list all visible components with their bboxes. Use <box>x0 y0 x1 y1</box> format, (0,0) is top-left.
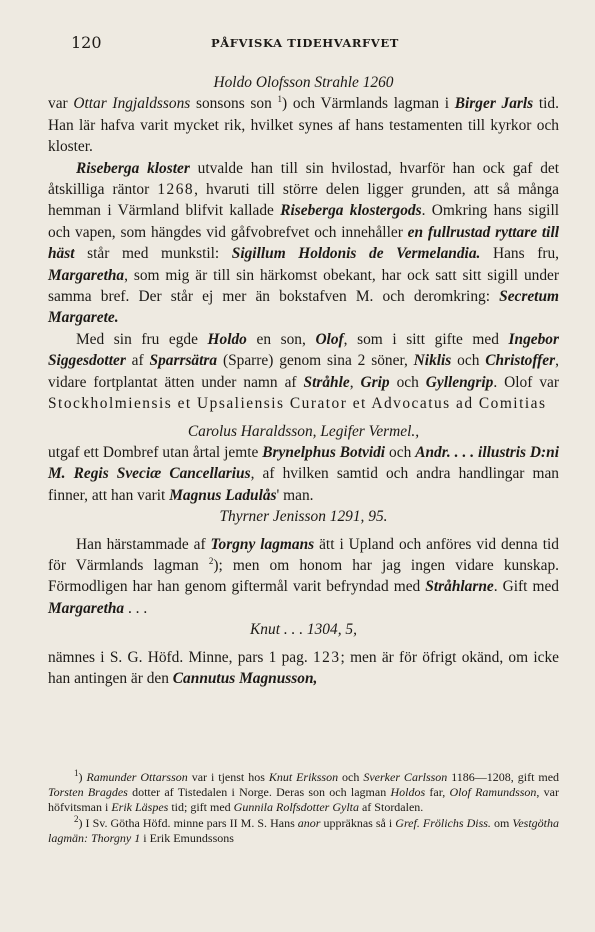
heading-carolus: Carolus Haraldsson, Legifer Vermel., <box>187 422 420 440</box>
heading-holdo: Holdo Olofsson Strahle 1260 <box>213 74 394 91</box>
paragraph-1: var Ottar Ingjaldssons sonsons son $^1$) och Värmlands lagman i Birger Jarls tid. Han lär hafva varit mycket rik, hvilket synes af hans testamenten till kyrkor och kloster. <box>48 94 559 156</box>
paragraph-3: Med sin fru egde Holdo en son, Olof, som i sitt gifte med Ingebor Siggesdotter af Sparrsätra (Sparre) genom sina 2 söner, Niklis och Christoffer, vidare fortplantat ätten under namn af Stråhle, Grip och Gyllengrip. Olof var Stockholmiensis et Upsaliensis Curator et Advocatus ad Comitias <box>48 330 560 413</box>
page-header <box>71 33 559 53</box>
heading-knut: Knut . . . 1304, 5, <box>250 621 357 639</box>
paragraph-5: Han härstammade af Torgny lagmans ätt i Upland och anföres vid denna tid för Värmlands lagman $^2$); men om honom har jag ingen vidare kunskap. Förmodligen har han genom giftermål varit befryndad med Stråhlarne. Gift med Margaretha . . . <box>48 535 559 617</box>
main-text <box>48 72 559 689</box>
paragraph-4: utgaf ett Dombref utan årtal jemte Brynelphus Botvidi och Andr. . . . illustris D:ni M. Regis Sveciæ Cancellarius, af hvilken samtid och andra handlingar man finner, att han varit Magnus Ladulås' man. <box>48 443 559 504</box>
running-head: PÅFVISKA TIDEHVARFVET <box>211 36 399 50</box>
paragraph-6: nämnes i S. G. Höfd. Minne, pars 1 pag. 123; men är för öfrigt okänd, om icke han antingen är den Cannutus Magnusson, <box>48 648 559 687</box>
heading-thyrner: Thyrner Jenisson 1291, 95. <box>219 508 388 526</box>
page-number: 120 <box>71 33 102 52</box>
footnote-2: $^2$) I Sv. Götha Höfd. minne pars II M. S. Hans anor uppräknas så i Gref. Frölichs Diss. om Vestgötha lagmän: Thorgny 1 i Erik Emundssons <box>48 813 560 845</box>
paragraph-2: Riseberga kloster utvalde han till sin hvilostad, hvarför han ock gaf det åtskilliga räntor 1268, hvaruti till större delen ligger grunden, att så många hemman i Värmland blifvit kallade Riseberga klostergods. Omkring hans sigill och vapen, som hängdes vid gåfvobrefvet och innehåller en fullrustad ryttare till häst står med munkstil: Sigillum Holdonis de Vermelandia. Hans fru, Margaretha, som mig är till sin härkomst obekant, har ock satt sitt sigill under samma bref. Der står ej mer än bokstafven M. och deromkring: Secretum Margarete. <box>48 159 560 327</box>
footnote-1: $^1$) Ramunder Ottarsson var i tjenst hos Knut Eriksson och Sverker Carlsson 1186—1208, gift med Torsten Bragdes dotter af Tistedalen i Norge. Deras son och lagman Holdos far, Olof Ramundsson, var höfvitsman i Erik Läspes tid; gift med Gunnila Rolfsdotter Gylta af Stordalen. <box>48 768 560 815</box>
footnotes <box>48 770 559 846</box>
